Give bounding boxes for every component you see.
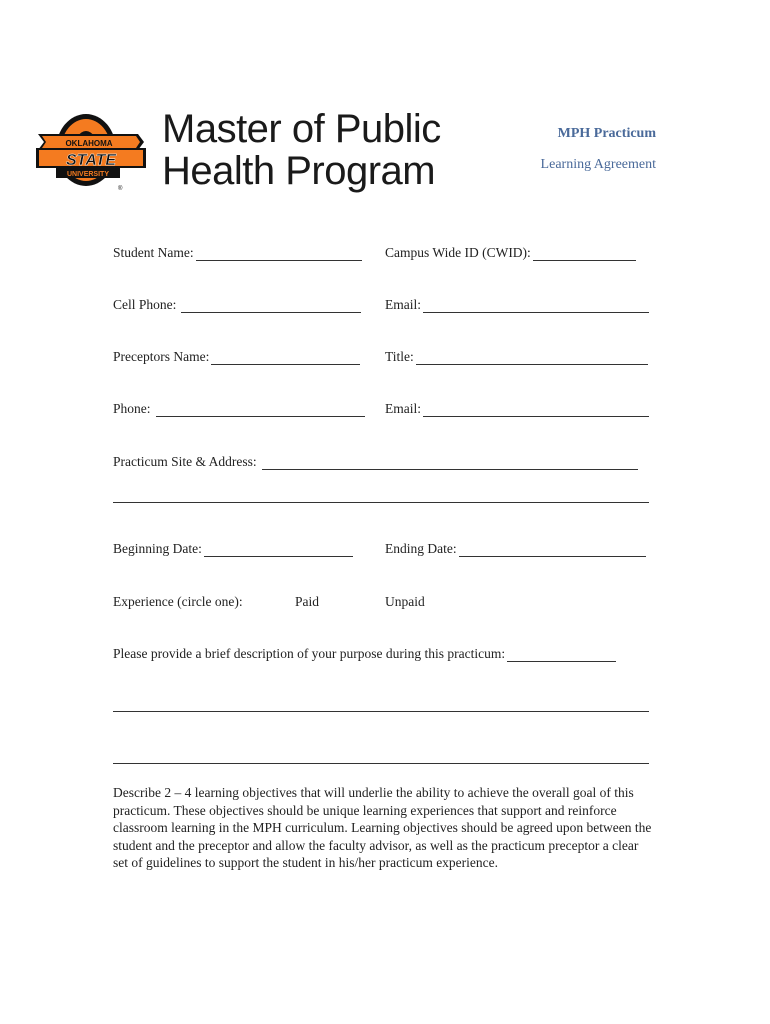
experience-label: Experience (circle one): [113, 594, 243, 609]
phone-field[interactable] [113, 401, 365, 417]
email-line-1[interactable] [423, 298, 649, 313]
email-field-2[interactable] [385, 401, 649, 417]
logo-middle-text: STATE [65, 152, 117, 169]
logo-top-text: OKLAHOMA [65, 139, 113, 148]
objectives-paragraph: Describe 2 – 4 learning objectives that will underlie the ability to achieve the overall goal of this practicum. These objectives should be unique learning experiences that support and reinforce classroom learning in the MPH curriculum. Learning objectives should be agreed upon between the student and the preceptor and allow the faculty advisor, as well as the practicum preceptor a clear set of guidelines to support the student in his/her practicum experience. [113, 785, 652, 870]
preceptor-name-line[interactable] [211, 350, 360, 365]
ending-date-label: Ending Date: [385, 541, 457, 556]
unpaid-option[interactable]: Unpaid [385, 594, 425, 609]
phone-line[interactable] [156, 402, 365, 417]
email-line-2[interactable] [423, 402, 649, 417]
purpose-line-1[interactable] [507, 647, 616, 662]
document-title: MPH Practicum [557, 126, 656, 141]
site-address-field[interactable] [113, 454, 638, 470]
preceptor-name-label: Preceptors Name: [113, 349, 210, 364]
preceptor-name-field[interactable] [113, 349, 360, 365]
cwid-label: Campus Wide ID (CWID): [385, 245, 531, 260]
document-subtitle: Learning Agreement [540, 157, 656, 172]
purpose-line-3[interactable] [113, 763, 649, 764]
ending-date-line[interactable] [459, 542, 646, 557]
email-label-2: Email: [385, 401, 421, 416]
cell-phone-line[interactable] [181, 298, 361, 313]
purpose-line-2[interactable] [113, 711, 649, 712]
purpose-field[interactable] [113, 646, 616, 662]
title-label: Title: [385, 349, 414, 364]
student-name-line[interactable] [196, 246, 362, 261]
student-name-label: Student Name: [113, 245, 194, 260]
program-title-line1: Master of Public [162, 107, 441, 151]
phone-label: Phone: [113, 401, 151, 416]
cwid-field[interactable] [385, 245, 636, 261]
site-address-label: Practicum Site & Address: [113, 454, 257, 469]
cwid-line[interactable] [533, 246, 636, 261]
cell-phone-label: Cell Phone: [113, 297, 177, 312]
title-line[interactable] [416, 350, 648, 365]
program-title-line2: Health Program [162, 149, 436, 193]
beginning-date-line[interactable] [204, 542, 353, 557]
email-field-1[interactable] [385, 297, 649, 313]
beginning-date-field[interactable] [113, 541, 353, 557]
beginning-date-label: Beginning Date: [113, 541, 202, 556]
site-address-line-2[interactable] [113, 502, 649, 503]
title-field[interactable] [385, 349, 648, 365]
logo-bottom-text: UNIVERSITY [66, 171, 110, 178]
program-title [162, 108, 441, 192]
site-address-line[interactable] [262, 455, 638, 470]
cell-phone-field[interactable] [113, 297, 361, 313]
student-name-field[interactable] [113, 245, 362, 261]
paid-option[interactable]: Paid [295, 594, 320, 609]
email-label-1: Email: [385, 297, 421, 312]
purpose-prompt: Please provide a brief description of your purpose during this practicum: [113, 646, 506, 661]
ending-date-field[interactable] [385, 541, 646, 557]
registered-mark: ® [118, 186, 123, 192]
osu-logo [34, 112, 148, 192]
